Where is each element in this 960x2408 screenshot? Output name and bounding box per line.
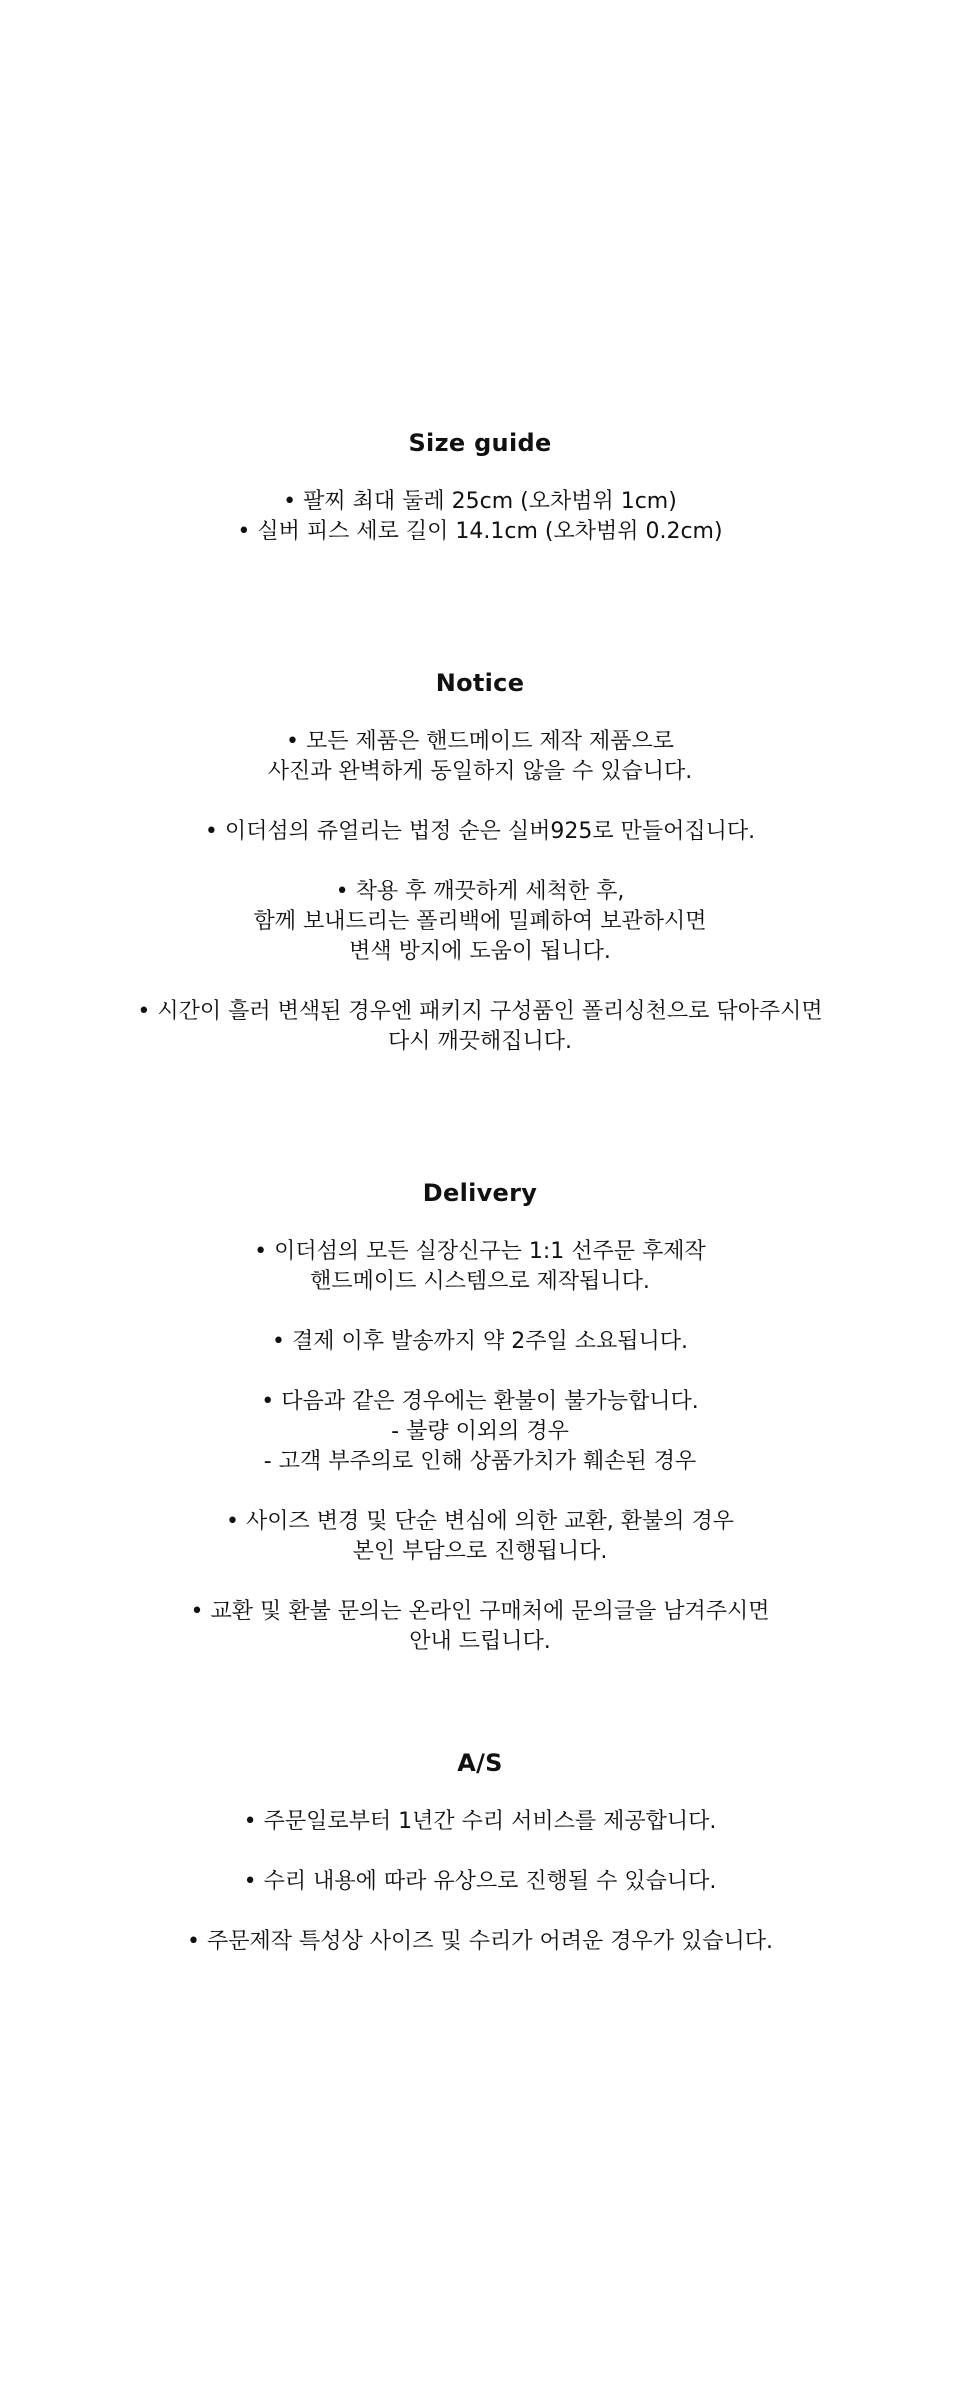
notice-section	[0, 668, 960, 1057]
notice-heading: Notice	[435, 669, 525, 697]
as-line: • 주문제작 특성상 사이즈 및 수리가 어려운 경우가 있습니다.	[187, 1929, 773, 1954]
notice-line: 사진과 완벽하게 동일하지 않을 수 있습니다.	[267, 759, 693, 784]
delivery-item	[0, 1507, 960, 1567]
delivery-line: 본인 부담으로 진행됩니다.	[352, 1539, 608, 1564]
delivery-line: • 이더섬의 모든 실장신구는 1:1 선주문 후제작	[254, 1239, 706, 1264]
delivery-line: 안내 드립니다.	[409, 1629, 551, 1654]
as-line: • 수리 내용에 따라 유상으로 진행될 수 있습니다.	[243, 1869, 717, 1894]
size-guide-line: • 실버 피스 세로 길이 14.1cm (오차범위 0.2cm)	[237, 519, 723, 544]
notice-item	[0, 727, 960, 787]
as-section	[0, 1748, 960, 1957]
as-heading: A/S	[457, 1749, 503, 1777]
notice-line: 변색 방지에 도움이 됩니다.	[349, 939, 611, 964]
delivery-item	[0, 1237, 960, 1297]
notice-line: • 시간이 흘러 변색된 경우엔 패키지 구성품인 폴리싱천으로 닦아주시면	[137, 999, 823, 1024]
notice-line: • 착용 후 깨끗하게 세척한 후,	[335, 879, 625, 904]
delivery-item	[0, 1387, 960, 1477]
size-guide-heading: Size guide	[408, 429, 552, 457]
notice-line: 다시 깨끗해집니다.	[387, 1029, 572, 1054]
delivery-item	[0, 1327, 960, 1357]
size-guide-line: • 팔찌 최대 둘레 25cm (오차범위 1cm)	[283, 489, 677, 514]
delivery-line: • 사이즈 변경 및 단순 변심에 의한 교환, 환불의 경우	[226, 1509, 734, 1534]
notice-line: 함께 보내드리는 폴리백에 밀폐하여 보관하시면	[253, 909, 707, 934]
notice-item	[0, 817, 960, 847]
delivery-line: 핸드메이드 시스템으로 제작됩니다.	[310, 1269, 650, 1294]
delivery-heading: Delivery	[422, 1179, 538, 1207]
notice-item	[0, 877, 960, 967]
as-line: • 주문일로부터 1년간 수리 서비스를 제공합니다.	[243, 1809, 717, 1834]
as-item	[0, 1807, 960, 1837]
delivery-line: • 다음과 같은 경우에는 환불이 불가능합니다.	[261, 1389, 699, 1414]
delivery-line: - 고객 부주의로 인해 상품가치가 훼손된 경우	[263, 1449, 697, 1474]
delivery-section	[0, 1178, 960, 1657]
as-item	[0, 1927, 960, 1957]
size-guide-section	[0, 428, 960, 547]
delivery-item	[0, 1597, 960, 1657]
delivery-line: • 교환 및 환불 문의는 온라인 구매처에 문의글을 남겨주시면	[190, 1599, 770, 1624]
as-item	[0, 1867, 960, 1897]
notice-line: • 모든 제품은 핸드메이드 제작 제품으로	[286, 729, 674, 754]
notice-item	[0, 997, 960, 1057]
delivery-line: • 결제 이후 발송까지 약 2주일 소요됩니다.	[272, 1329, 688, 1354]
notice-line: • 이더섬의 쥬얼리는 법정 순은 실버925로 만들어집니다.	[204, 819, 756, 844]
delivery-line: - 불량 이외의 경우	[391, 1419, 569, 1444]
